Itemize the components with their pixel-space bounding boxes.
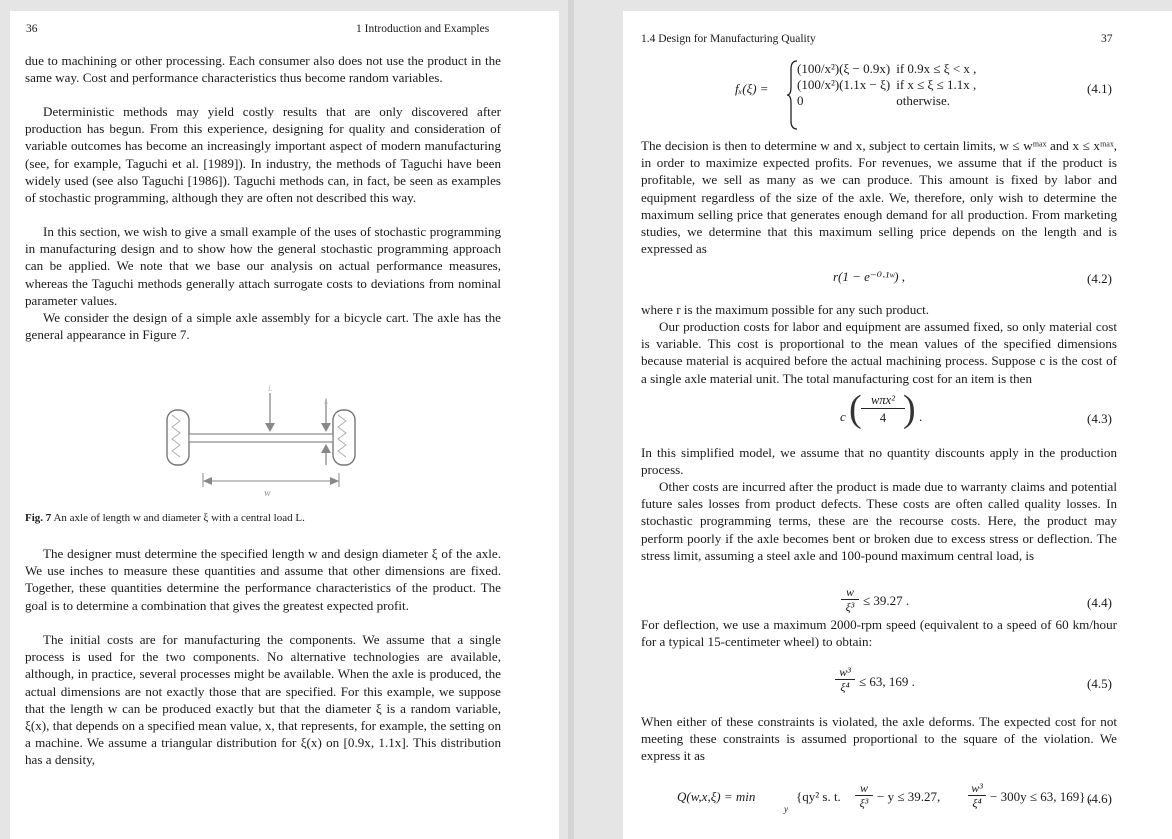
caption-label: Fig. 7 [25,512,52,524]
case-expr: (100/x²)(ξ − 0.9x) [797,61,891,76]
eq-4-6-body: {qy² s. t. [796,789,841,804]
wheel-left [167,410,189,465]
paragraph: Deterministic methods may yield costly results that are only discovered after production has begun. From this experience, designing for quality and consideration of variable outcomes has become an increasingly important aspect of modern manufacturing (see, for example, Taguchi et al. [1989]). In industry, the methods of Taguchi have been widely used (see also Taguchi [1986]). Taguchi methods can, in fact, be seen as examples of stochastic programming, although they are often not described this way. [25,104,501,206]
eq-4-5-denominator: ξ⁴ [840,680,850,694]
eq-4-6-mid: − y ≤ 39.27, [877,789,941,804]
case-expr: 0 [797,93,804,108]
eq-4-3-c: c [840,409,846,424]
figure-caption [25,512,305,524]
wheel-right [333,410,355,465]
eq-4-6-frac1-num: w [855,781,873,796]
eq-number: (4.5) [1087,676,1112,691]
page-number: 36 [26,23,38,35]
caption-text: An axle of length w and diameter ξ with a central load L. [53,512,305,524]
eq-number: (4.1) [1087,81,1112,96]
width-label: w [264,488,271,499]
eq-4-1-cases [797,61,982,109]
paragraph: where r is the maximum possible for any such product. [641,302,929,317]
load-label: L [324,397,329,406]
case-cond: otherwise. [896,93,950,108]
eq-4-6-sub: y [784,804,788,814]
eq-4-3-numerator: wπx² [861,392,905,409]
running-head: 1 Introduction and Examples [356,23,490,35]
case-cond: if x ≤ ξ ≤ 1.1x , [896,77,977,92]
running-head: 1.4 Design for Manufacturing Quality [641,33,816,45]
eq-number: (4.6) [1087,791,1112,806]
load-arrow-center [265,423,275,432]
paragraph: In this section, we wish to give a small example of the uses of stochastic programming in manufacturing design and to show how the general stochastic programming approach can be applied. We note that we base our analysis on actual performance measures, whereas the Taguchi methods generally attach surrogate costs to deviations from nominal parameter values. [25,224,501,308]
eq-4-5-rhs: ≤ 63, 169 . [859,674,915,689]
eq-4-3-paren-right: ) [903,388,916,430]
case-expr: (100/x²)(1.1x − ξ) [797,77,891,92]
eq-4-5-numerator: w³ [835,665,855,680]
eq-4-3-denominator: 4 [879,411,887,425]
paragraph: We consider the design of a simple axle assembly for a bicycle cart. The axle has the general appearance in Figure 7. [25,310,501,343]
load-label: L [268,384,273,393]
paragraph: The designer must determine the specified length w and design diameter ξ of the axle. We use inches to measure these quantities and assume that other dimensions are fixed. Together, these quantities determine the performance characteristics of the product. The goal is to determine a combination that gives the greatest expected profit. [25,546,501,613]
page-number: 37 [1101,33,1113,45]
case-cond: if 0.9x ≤ ξ < x , [896,61,977,76]
axle-figure [155,373,370,489]
paragraph: The initial costs are for manufacturing the components. We assume that a single process is used for the two components. No alternative technologies are available, although, in practice, several processes might be available. When the axle is produced, the actual dimensions are not exactly those that are specified. For this example, we suppose that the length w can be produced exactly but that the diameter ξ is a random variable, ξ(x), that depends on a specified mean value, x, that represents, for example, the setting on a machine. We assume a triangular distribution for ξ(x) on [0.9x, 1.1x]. This distribution has a density, [25,632,501,768]
eq-4-2-expr: r(1 − e⁻⁰·¹ʷ) , [833,269,906,284]
paragraph: When either of these constraints is violated, the axle deforms. The expected cost for not meeting these constraints is assumed proportional to the square of the violation. We express it as [641,714,1117,764]
axle-shaft [189,434,333,442]
eq-number: (4.3) [1087,411,1112,426]
right-page [623,11,1172,839]
page-gutter [568,0,574,839]
eq-4-6-frac2-num: w³ [968,781,986,796]
paragraph: Other costs are incurred after the product is made due to warranty claims and potential future sales losses from product defects. These costs are often called quality losses. In stochastic programming terms, these are the recourse costs. Here, the product may perform poorly if the axle becomes bent or broken due to excess stress or deflection. The stress limit, assuming a steel axle and 100-pound maximum central load, is [641,479,1117,563]
paragraph: In this simplified model, we assume that no quantity discounts apply in the production process. [641,445,1117,478]
eq-number: (4.4) [1087,595,1112,610]
eq-4-4-rhs: ≤ 39.27 . [863,593,910,608]
eq-4-4-numerator: w [841,585,859,600]
eq-4-6-tail: − 300y ≤ 63, 169} , [990,789,1092,804]
paragraph: The decision is then to determine w and x, subject to certain limits, w ≤ wᵐᵃˣ and x ≤ xᵐᵃˣ, in order to maximize expected profits. For revenues, we assume that if the product is profitable, we sell as many as we can produce. This amount is fixed by labor and equipment regardless of the size of the axle. We, therefore, only wish to determine the maximum selling price that generates enough demand for all production. From marketing studies, we determine that this maximum selling price depends on the length and is expressed as [641,138,1117,257]
eq-4-6-frac1-den: ξ³ [859,796,869,810]
eq-number: (4.2) [1087,271,1112,286]
eq-4-3-paren-left: ( [849,388,862,430]
support-arrow-right [321,444,331,453]
eq-4-3-tail: . [919,409,923,424]
paragraph: Our production costs for labor and equipment are assumed fixed, so only material cost is variable. This cost is proportional to the mean values of the specified dimensions because material is acquired before the actual machining process. Suppose c is the cost of a single axle material unit. The total manufacturing cost for an item is then [641,319,1117,386]
eq-4-1-lhs: fₓ(ξ) = [735,81,769,96]
eq-4-4-denominator: ξ³ [845,600,855,614]
eq-4-6-lhs: Q(w,x,ξ) = min [677,789,756,804]
eq-4-6-frac2-den: ξ⁴ [972,796,982,810]
paragraph: For deflection, we use a maximum 2000-rpm speed (equivalent to a speed of 60 km/hour for a typical 15-centimeter wheel) to obtain: [641,617,1117,650]
paragraph: due to machining or other processing. Each consumer also does not use the product in the same way. Cost and performance characteristics thus become random variables. [25,53,501,86]
load-arrow-right [321,423,331,432]
left-page [10,11,559,839]
